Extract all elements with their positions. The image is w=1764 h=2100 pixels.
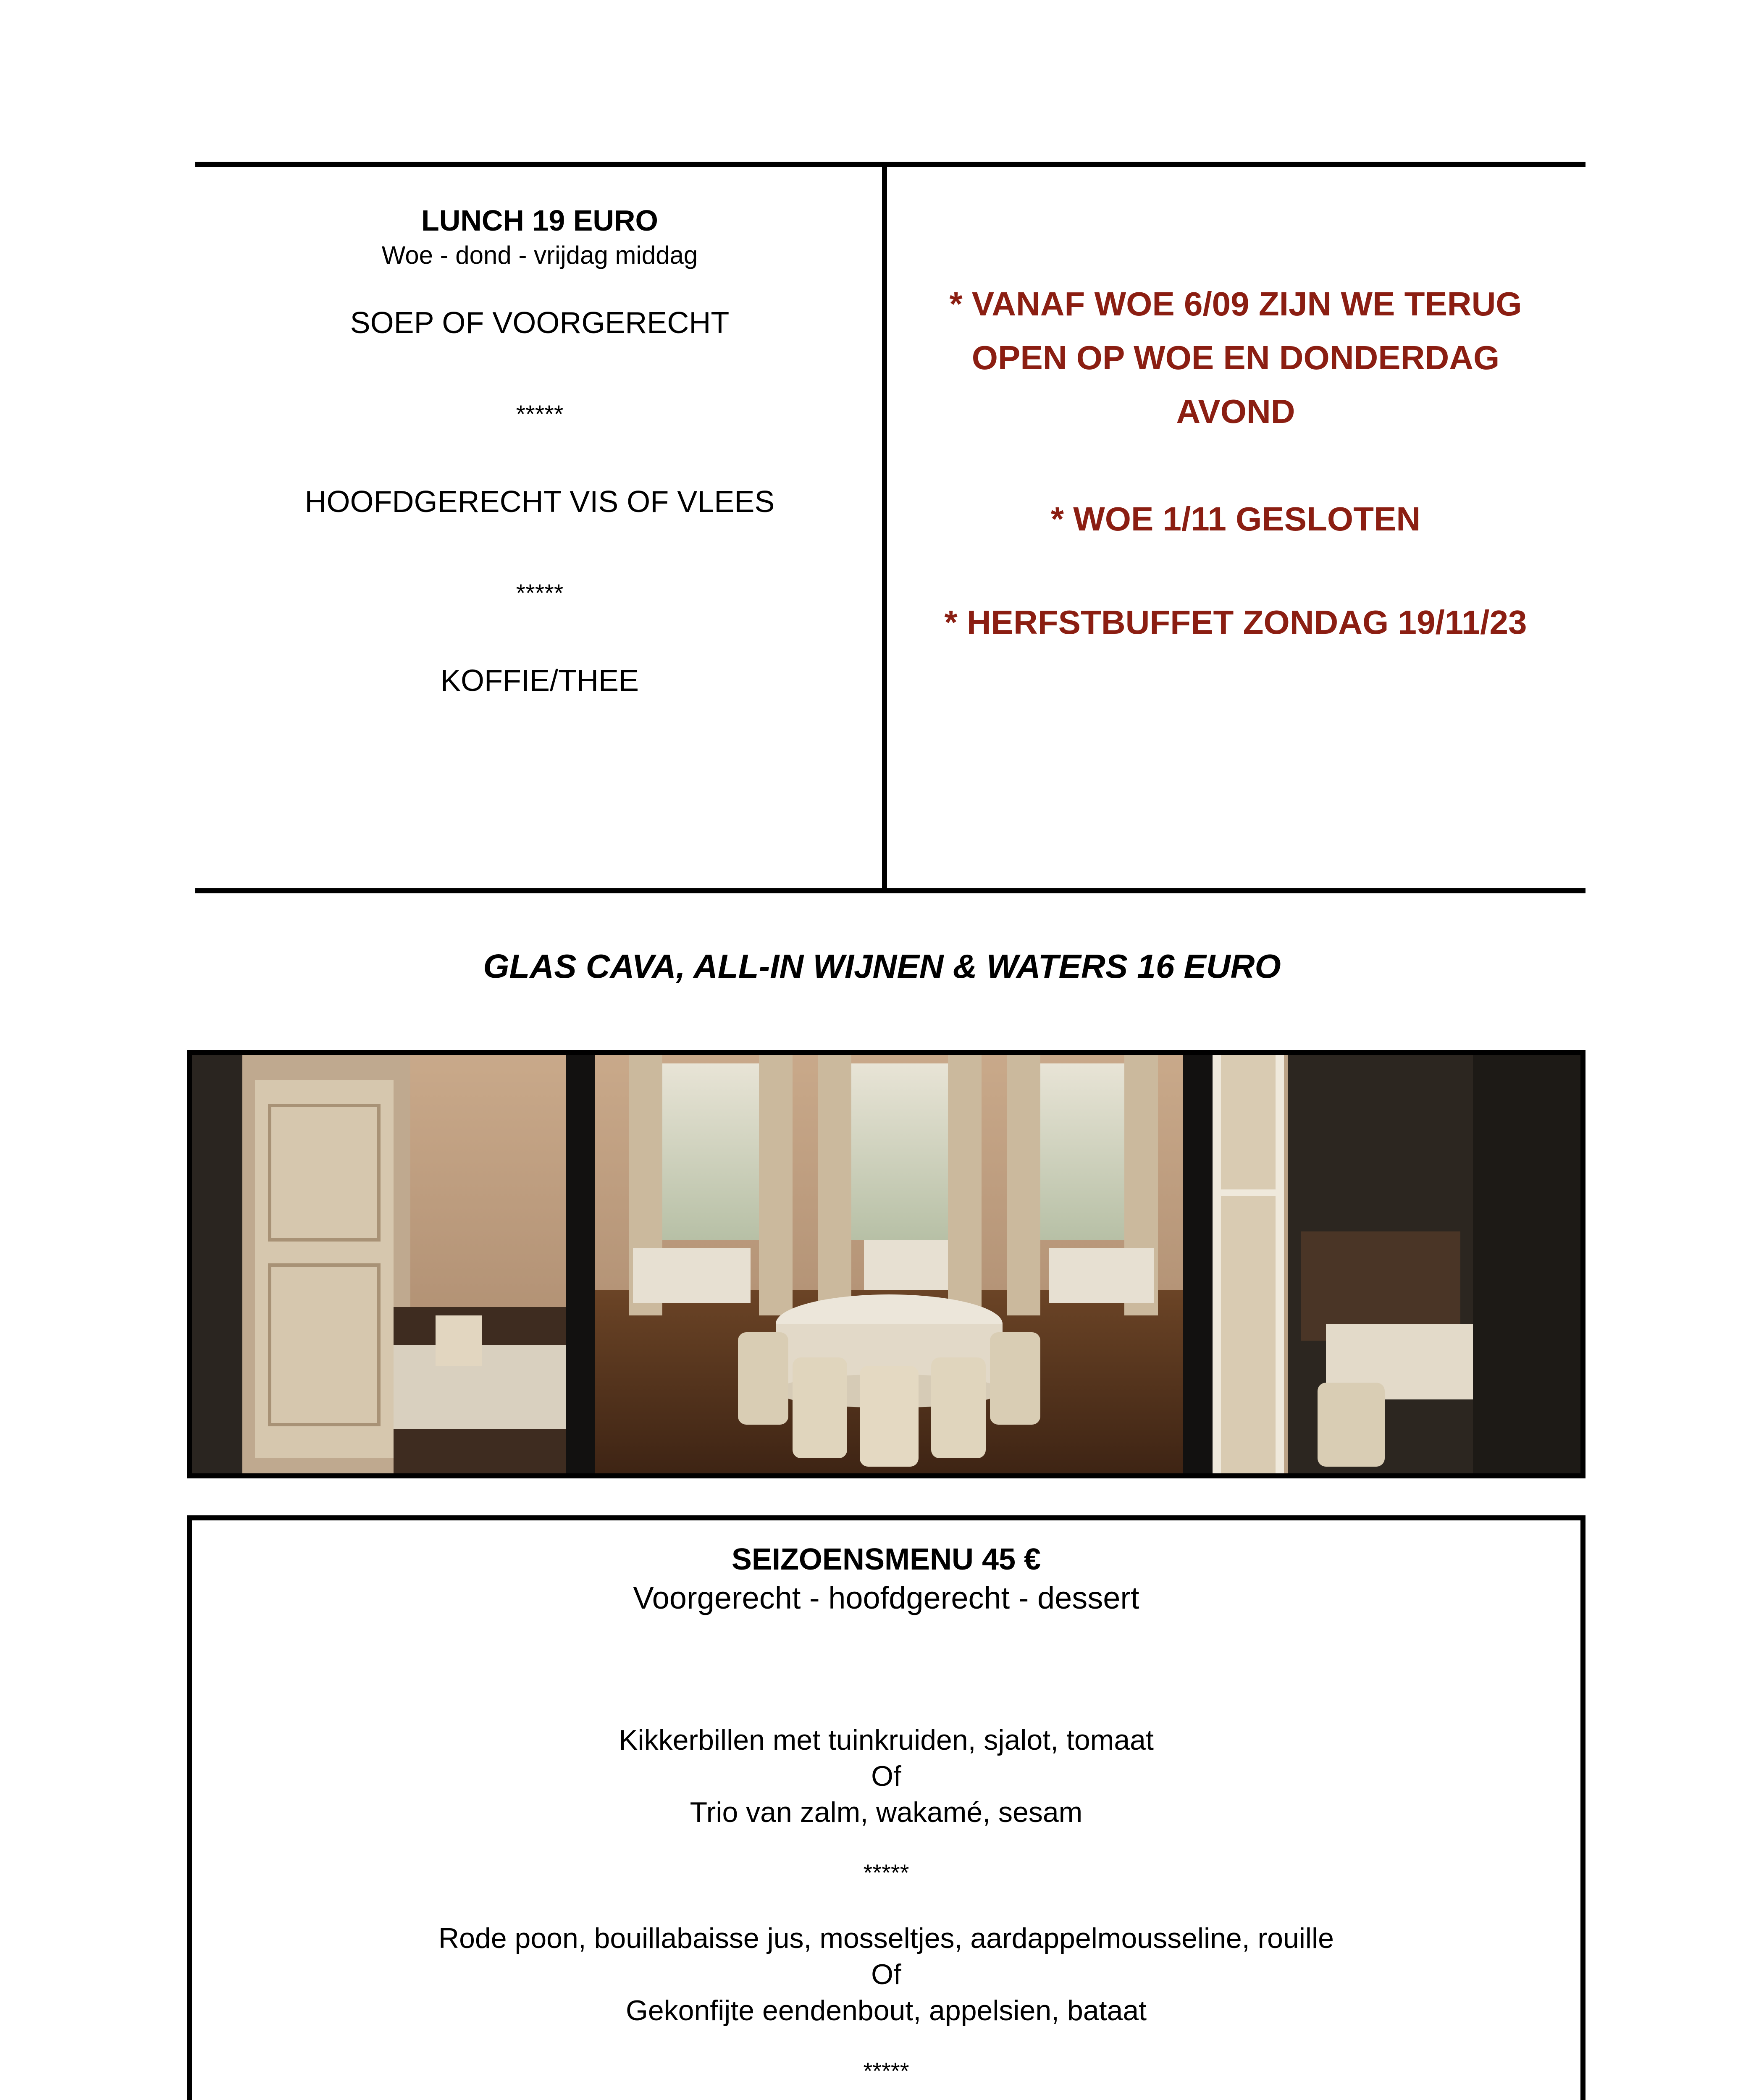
main-option-b: Gekonfijte eendenbout, appelsien, bataat <box>625 1995 1147 2026</box>
lunch-days: Woe - dond - vrijdag middag <box>381 241 698 269</box>
main-or: Of <box>871 1958 901 1990</box>
restaurant-photo <box>187 1050 1586 1478</box>
starter-or: Of <box>871 1760 901 1792</box>
starter-option-a: Kikkerbillen met tuinkruiden, sjalot, tomaat <box>619 1724 1154 1756</box>
season-menu-title: SEIZOENSMENU 45 € <box>731 1543 1041 1576</box>
season-menu-courses: Voorgerecht - hoofdgerecht - dessert <box>633 1580 1139 1615</box>
drinks-offer: GLAS CAVA, ALL-IN WIJNEN & WATERS 16 EURO <box>483 948 1281 985</box>
notice-closed: * WOE 1/11 GESLOTEN <box>1050 500 1421 538</box>
season-menu-box <box>187 1515 1586 2100</box>
lunch-course-3: KOFFIE/THEE <box>440 664 639 698</box>
notices-section <box>887 277 1584 649</box>
notice-buffet: * HERFSTBUFFET ZONDAG 19/11/23 <box>944 604 1527 641</box>
notice-reopen-line-2: OPEN OP WOE EN DONDERDAG <box>971 339 1500 376</box>
top-rule <box>195 162 1586 167</box>
lunch-section <box>195 202 884 700</box>
notice-reopen-line-3: AVOND <box>1176 393 1295 430</box>
lunch-title: LUNCH 19 EURO <box>421 204 658 237</box>
lunch-separator-2: ***** <box>516 580 564 607</box>
bottom-rule <box>195 888 1586 893</box>
season-separator-2: ***** <box>863 2058 909 2084</box>
main-option-a: Rode poon, bouillabaisse jus, mosseltjes, aardappelmousseline, rouille <box>438 1922 1334 1954</box>
lunch-course-2: HOOFDGERECHT VIS OF VLEES <box>304 485 775 519</box>
season-separator-1: ***** <box>863 1859 909 1886</box>
notice-reopen-line-1: * VANAF WOE 6/09 ZIJN WE TERUG <box>949 285 1522 323</box>
dining-room-image <box>192 1055 1580 1473</box>
lunch-separator-1: ***** <box>516 401 564 428</box>
starter-option-b: Trio van zalm, wakamé, sesam <box>690 1796 1083 1828</box>
lunch-course-1: SOEP OF VOORGERECHT <box>350 306 730 340</box>
